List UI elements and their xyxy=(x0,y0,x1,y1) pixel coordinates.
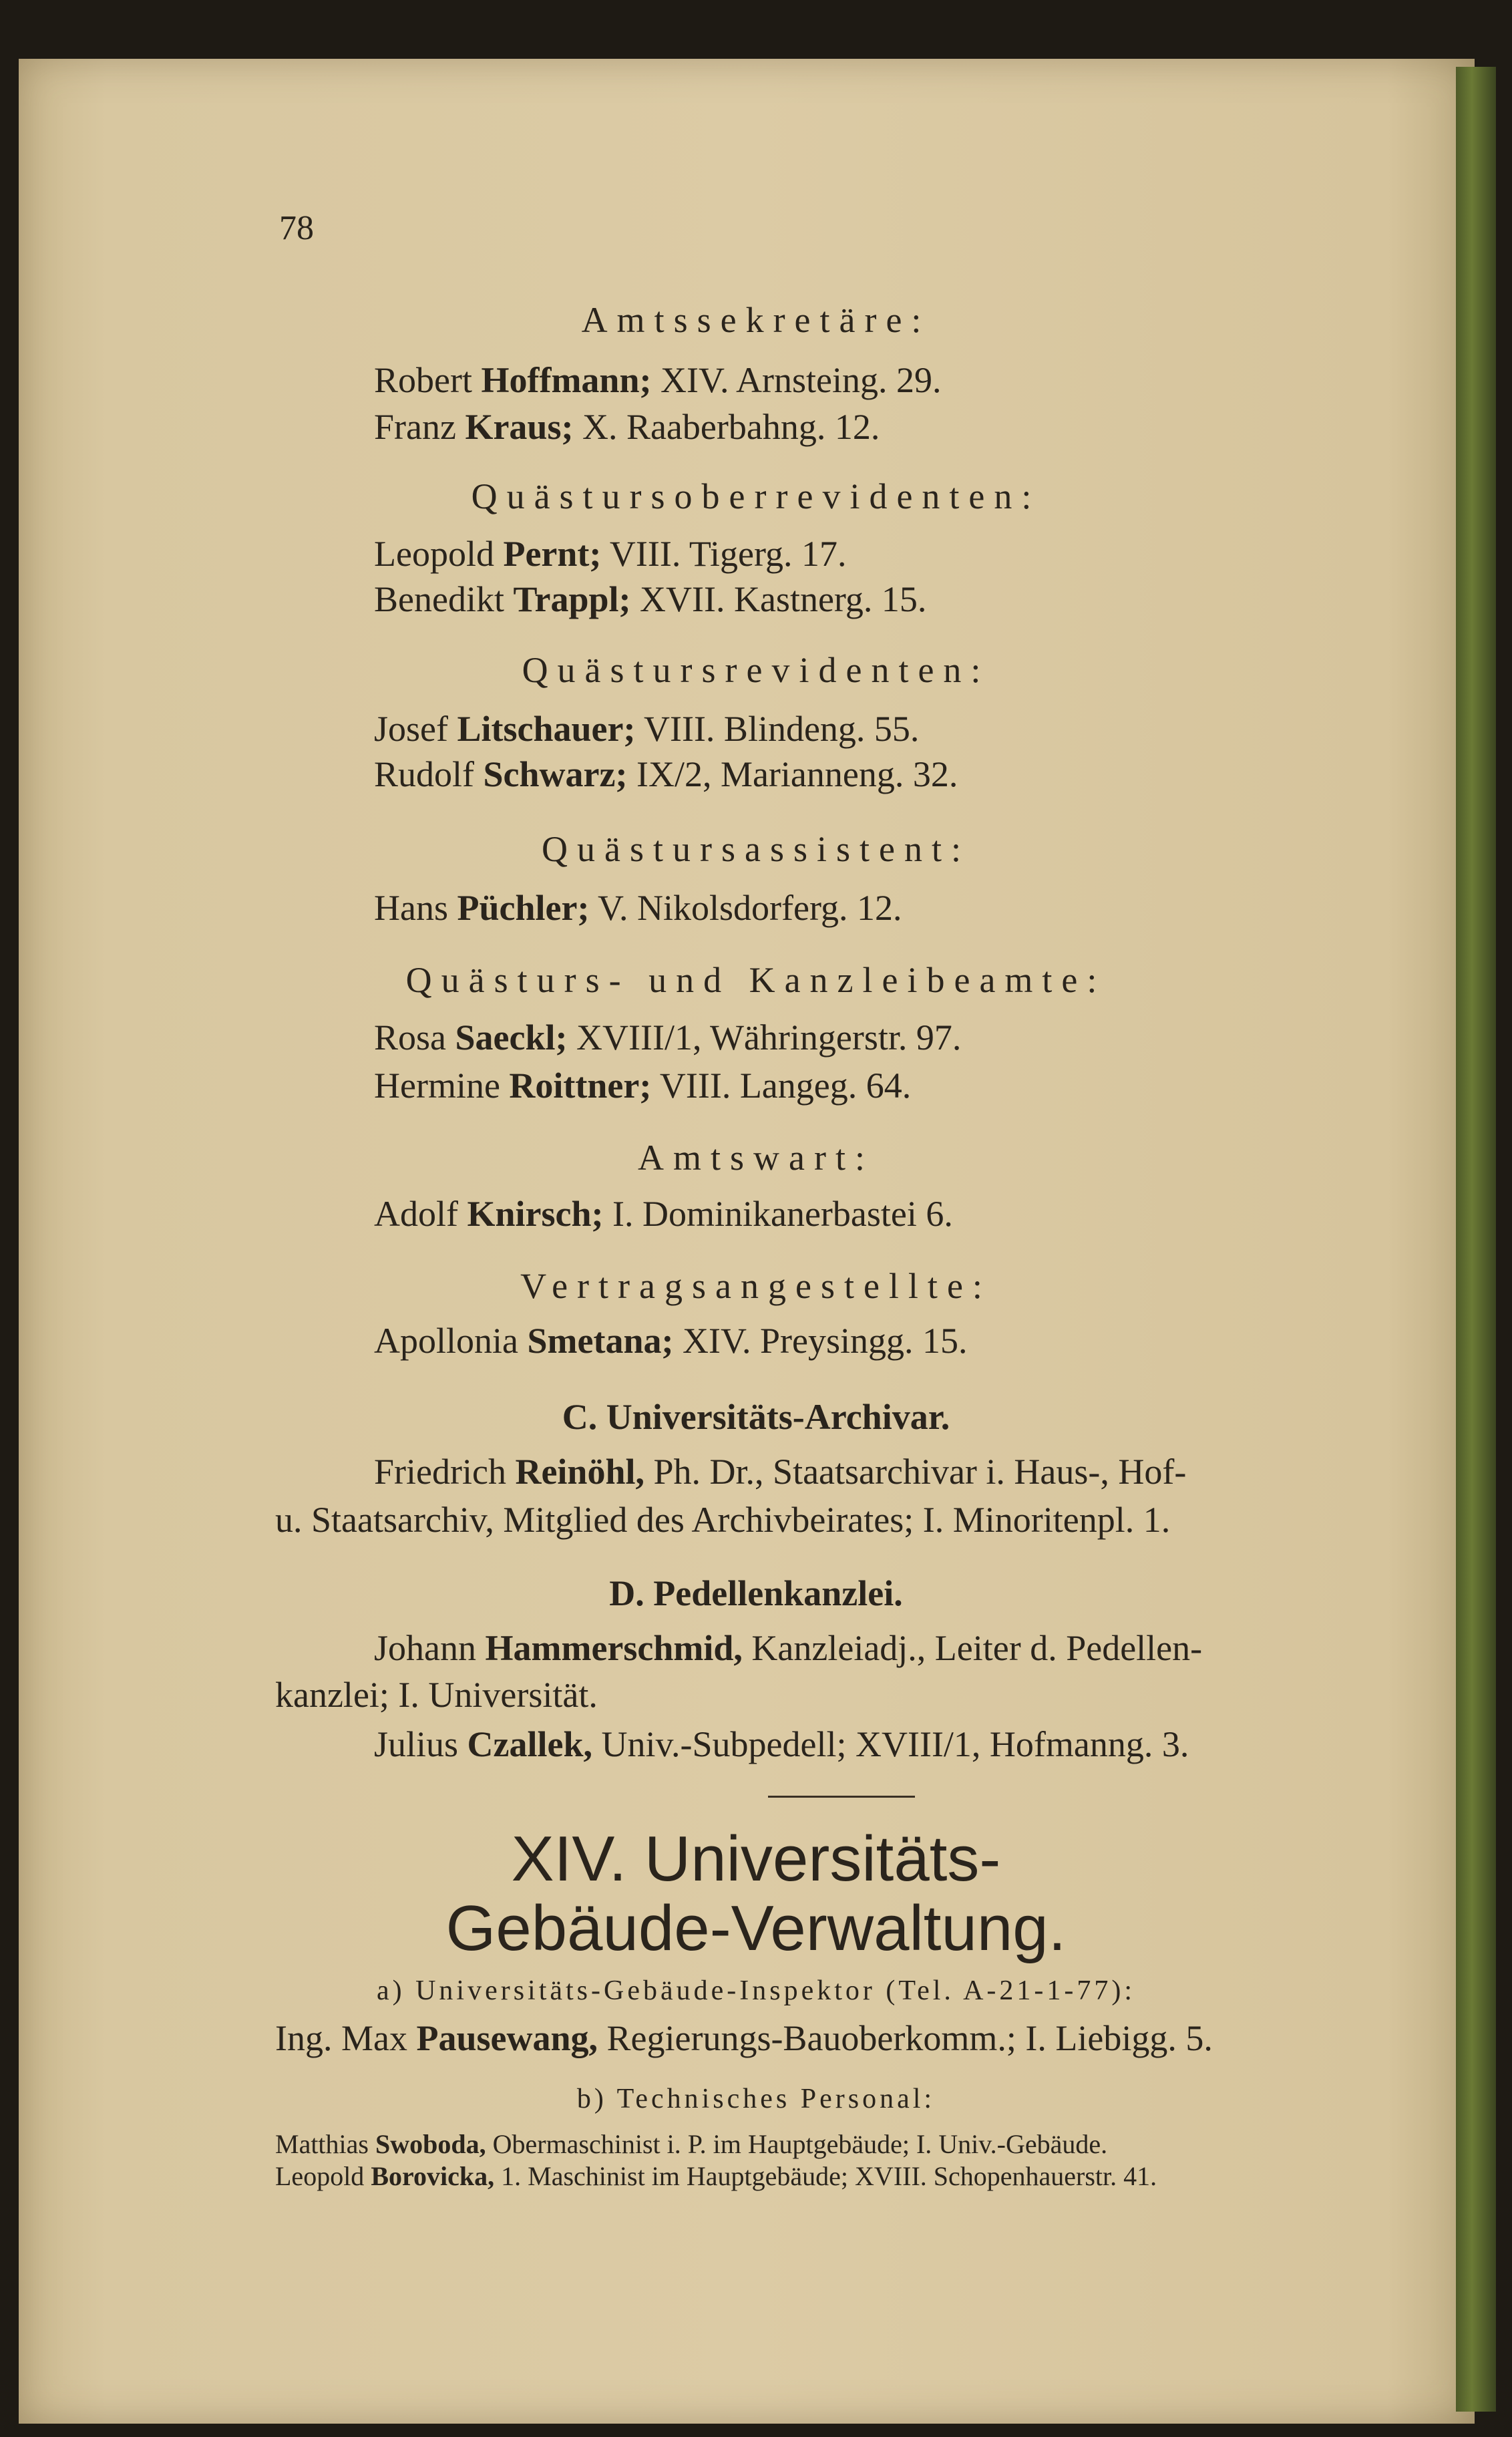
entry-line: Adolf Knirsch; I. Dominikanerbastei 6. xyxy=(374,1194,953,1234)
entry-continuation: u. Staatsarchiv, Mitglied des Archivbeirates; I. Minoritenpl. 1. xyxy=(275,1500,1171,1540)
entry-line: Friedrich Reinöhl, Ph. Dr., Staatsarchivar i. Haus-, Hof- xyxy=(374,1452,1187,1492)
entry-line: Johann Hammerschmid, Kanzleiadj., Leiter d. Pedellen- xyxy=(374,1628,1203,1668)
entry-line: Robert Hoffmann; XIV. Arnsteing. 29. xyxy=(374,360,942,400)
heading-amtssekretaere: Amtssekretäre: xyxy=(581,300,931,340)
heading-pedellenkanzlei: D. Pedellenkanzlei. xyxy=(609,1573,903,1613)
subsection-a-label: a) Universitäts-Gebäude-Inspektor (Tel. A-21-1-77): xyxy=(376,1975,1136,2006)
section-title-line1: XIV. Universitäts- xyxy=(511,1823,1001,1895)
heading-quaestursassistent: Quästursassistent: xyxy=(542,829,970,869)
book-cover-edge xyxy=(1456,67,1496,2412)
entry-line: Hans Püchler; V. Nikolsdorferg. 12. xyxy=(374,888,902,928)
heading-vertragsangestellte: Vertragsangestellte: xyxy=(520,1266,992,1306)
heading-quaestursoberrevidenten: Quästursoberrevidenten: xyxy=(471,476,1041,516)
entry-line: Benedikt Trappl; XVII. Kastnerg. 15. xyxy=(374,579,927,619)
entry-line: Rudolf Schwarz; IX/2, Marianneng. 32. xyxy=(374,754,958,794)
heading-kanzleibeamte: Quästurs- und Kanzleibeamte: xyxy=(405,960,1107,1000)
entry-continuation: kanzlei; I. Universität. xyxy=(275,1675,598,1715)
subsection-b-label: b) Technisches Personal: xyxy=(576,2084,936,2114)
page-number: 78 xyxy=(279,209,314,247)
section-title-line2: Gebäude-Verwaltung. xyxy=(445,1893,1067,1964)
heading-amtswart: Amtswart: xyxy=(638,1138,874,1178)
entry-line: Franz Kraus; X. Raaberbahng. 12. xyxy=(374,407,880,447)
entry-line: Julius Czallek, Univ.-Subpedell; XVIII/1, Hofmanng. 3. xyxy=(374,1724,1189,1764)
section-divider xyxy=(768,1796,915,1798)
heading-archivar: C. Universitäts-Archivar. xyxy=(562,1397,950,1437)
entry-line: Josef Litschauer; VIII. Blindeng. 55. xyxy=(374,709,920,749)
entry-line: Hermine Roittner; VIII. Langeg. 64. xyxy=(374,1066,912,1106)
heading-quaestursrevidenten: Quästursrevidenten: xyxy=(522,650,990,690)
entry-line: Apollonia Smetana; XIV. Preysingg. 15. xyxy=(374,1321,968,1361)
entry-line: Leopold Borovicka, 1. Maschinist im Hauptgebäude; XVIII. Schopenhauerstr. 41. xyxy=(275,2161,1157,2191)
entry-line: Matthias Swoboda, Obermaschinist i. P. im Hauptgebäude; I. Univ.-Gebäude. xyxy=(275,2129,1108,2159)
entry-line: Leopold Pernt; VIII. Tigerg. 17. xyxy=(374,534,847,574)
entry-line: Ing. Max Pausewang, Regierungs-Bauoberkomm.; I. Liebigg. 5. xyxy=(275,2018,1213,2058)
entry-line: Rosa Saeckl; XVIII/1, Währingerstr. 97. xyxy=(374,1017,962,1058)
